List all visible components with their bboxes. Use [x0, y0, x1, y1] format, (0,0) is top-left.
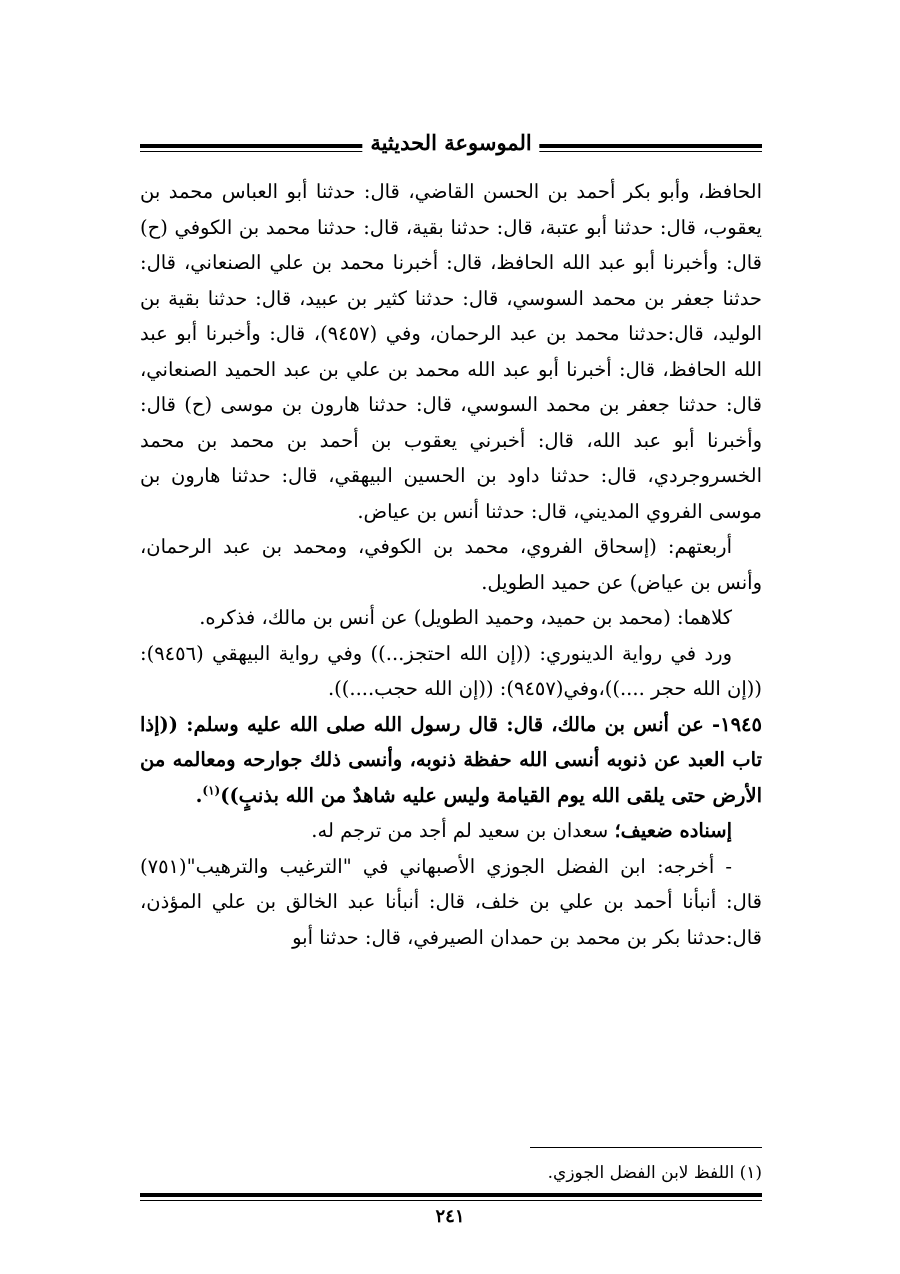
- page-number: ٢٤١: [435, 1206, 465, 1227]
- isnad-grade-label: إسناده ضعيف؛: [614, 819, 732, 842]
- hadith-text: ١٩٤٥- عن أنس بن مالك، قال: قال رسول الله صلى الله عليه وسلم: ((إذا تاب العبد عن ذنوبه أنسى الله حفظة ذنوبه، وأنسى ذلك جوارحه ومعالمه من الأرض حتى يلقى الله يوم القيامة وليس عليه شاهدٌ من الله بذنبٍ)): [140, 712, 762, 807]
- hadith-paragraph: [140, 707, 762, 814]
- takhrij-paragraph: - أخرجه: ابن الفضل الجوزي الأصبهاني في "الترغيب والترهيب"(٧٥١) قال: أنبأنا أحمد بن علي بن خلف، قال: أنبأنا عبد الخالق بن علي المؤذن، قال:حدثنا بكر بن محمد بن حمدان الصيرفي، قال: حدثنا أبو: [140, 854, 762, 949]
- header-title: الموسوعة الحديثية: [362, 126, 539, 160]
- both-narrators-paragraph: كلاهما: (محمد بن حميد، وحميد الطويل) عن أنس بن مالك، فذكره.: [199, 606, 732, 629]
- footnote-separator: [530, 1147, 762, 1148]
- isnad-grade-paragraph: [140, 813, 762, 849]
- isnad-grade-text: سعدان بن سعيد لم أجد من ترجم له.: [311, 819, 615, 842]
- hadith-end: .: [195, 783, 203, 807]
- page-header: [140, 124, 762, 164]
- narrators-paragraph: أربعتهم: (إسحاق الفروي، محمد بن الكوفي، ومحمد بن عبد الرحمان، وأنس بن عياض) عن حميد الطويل.: [140, 535, 762, 594]
- footnote-ref[interactable]: (١): [202, 783, 221, 797]
- variants-paragraph: ورد في رواية الدينوري: ((إن الله احتجز...)) وفي رواية البيهقي (٩٤٥٦): ((إن الله حجر ....))،وفي(٩٤٥٧): ((إن الله حجب....)).: [140, 641, 762, 700]
- footnote: (١) اللفظ لابن الفضل الجوزي.: [547, 1163, 762, 1183]
- footer-rule-thick: [140, 1193, 762, 1197]
- footer-rule-thin: [140, 1200, 762, 1201]
- isnad-chain-paragraph: الحافظ، وأبو بكر أحمد بن الحسن القاضي، قال: حدثنا أبو العباس محمد بن يعقوب، قال: حدثنا أبو عتبة، قال: حدثنا بقية، قال: حدثنا محمد بن الكوفي (ح) قال: وأخبرنا أبو عبد الله الحافظ، قال: أخبرنا محمد بن علي الصنعاني، قال: حدثنا جعفر بن محمد السوسي، قال: حدثنا كثير بن عبيد، قال: حدثنا بقية بن الوليد، قال:حدثنا محمد بن عبد الرحمان، وفي (٩٤٥٧)، قال: وأخبرنا أبو عبد الله الحافظ، قال: أخبرنا أبو عبد الله محمد بن علي بن عبد الحميد الصنعاني، قال: حدثنا جعفر بن محمد السوسي، قال: حدثنا هارون بن موسى (ح) قال: وأخبرنا أبو عبد الله، قال: أخبرني يعقوب بن أحمد بن محمد بن محمد الخسروجردي، قال: حدثنا داود بن الحسين البيهقي، قال: حدثنا هارون بن موسى الفروي المديني، قال: حدثنا أنس بن عياض.: [140, 180, 762, 523]
- body-text: [140, 174, 762, 955]
